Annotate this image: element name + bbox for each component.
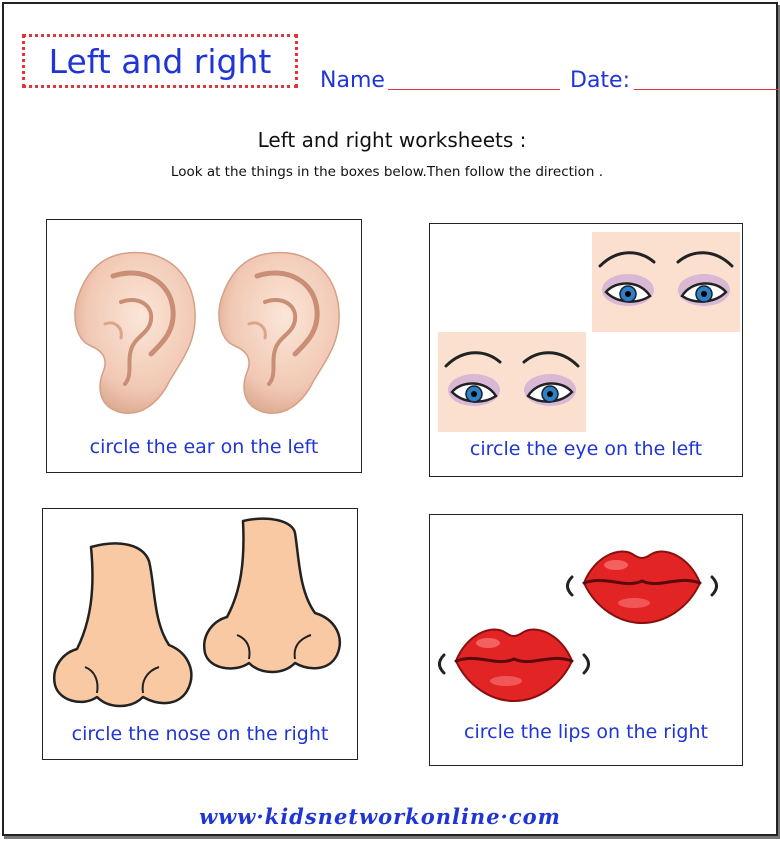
instruction-text: Look at the things in the boxes below.Then follow the direction . bbox=[170, 164, 604, 180]
left-lips-icon[interactable] bbox=[436, 615, 592, 705]
right-eyes-icon[interactable] bbox=[592, 232, 740, 332]
ear-caption: circle the ear on the left bbox=[89, 436, 319, 458]
worksheet-page bbox=[2, 2, 778, 836]
lips-caption: circle the lips on the right bbox=[464, 721, 708, 743]
date-label: Date: bbox=[570, 68, 630, 93]
nose-caption: circle the nose on the right bbox=[71, 723, 329, 745]
worksheet-title: Left and right bbox=[48, 41, 272, 81]
right-ear-icon[interactable] bbox=[205, 242, 355, 422]
ear-panel bbox=[46, 219, 362, 473]
worksheet-heading: Left and right worksheets : bbox=[257, 128, 527, 152]
name-label: Name bbox=[320, 68, 385, 93]
left-eyes-icon[interactable] bbox=[438, 332, 586, 432]
right-lips-icon[interactable] bbox=[564, 537, 720, 627]
nose-panel bbox=[42, 508, 358, 760]
title-box bbox=[22, 34, 298, 88]
right-nose-icon[interactable] bbox=[199, 517, 345, 677]
name-field[interactable] bbox=[388, 89, 560, 90]
eye-panel bbox=[429, 223, 743, 477]
website-footer: www·kidsnetworkonline·com bbox=[199, 804, 561, 829]
date-field[interactable] bbox=[634, 89, 778, 90]
lips-panel bbox=[429, 514, 743, 766]
left-nose-icon[interactable] bbox=[51, 541, 197, 711]
eye-caption: circle the eye on the left bbox=[469, 438, 703, 460]
left-ear-icon[interactable] bbox=[61, 242, 211, 422]
